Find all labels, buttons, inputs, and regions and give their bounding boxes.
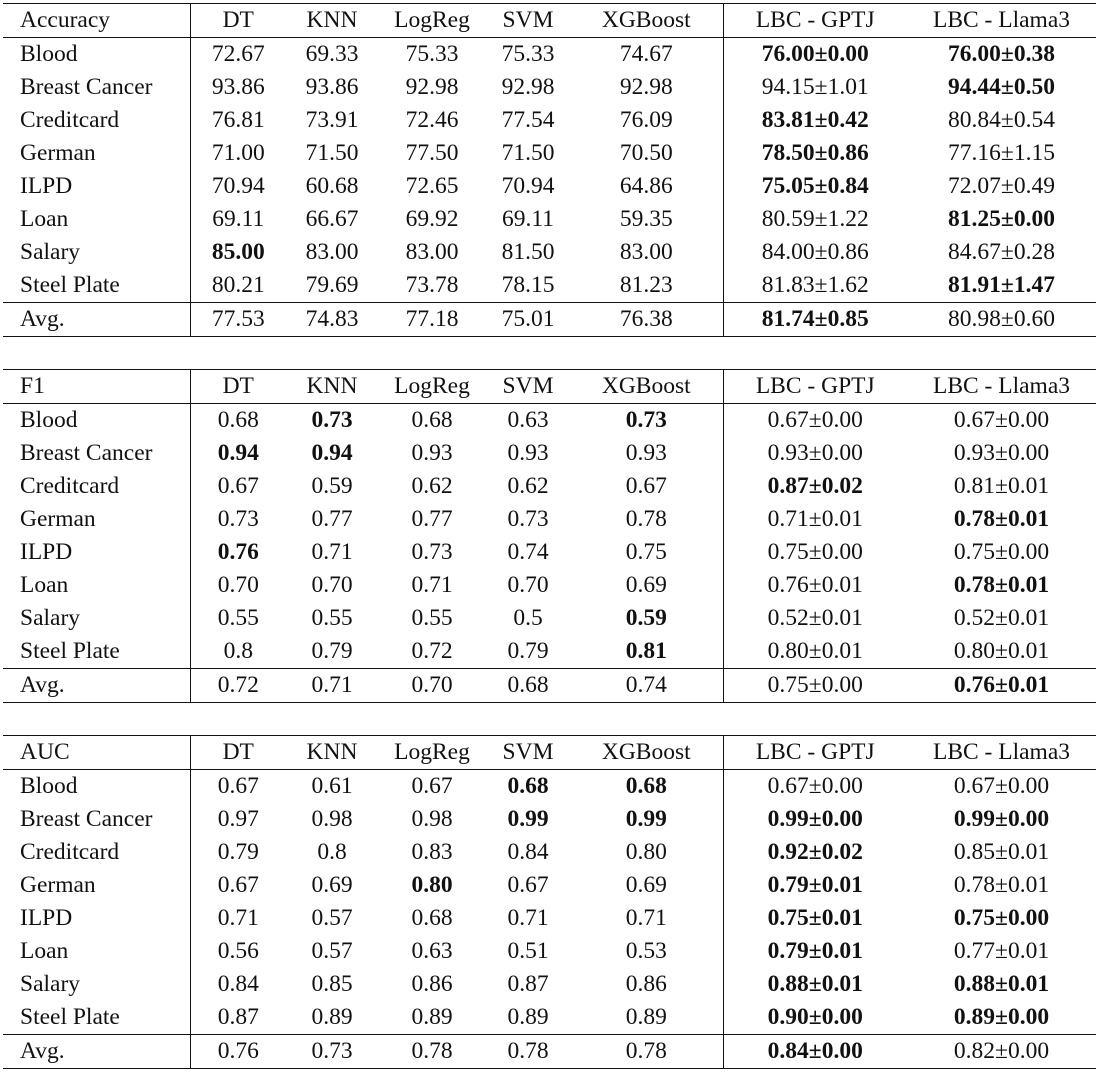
- metric-cell: 0.67: [217, 872, 259, 898]
- metric-cell: 0.76: [217, 1038, 259, 1064]
- metric-cell: 0.71: [570, 902, 723, 935]
- metric-cell: 0.85±0.01: [953, 839, 1050, 865]
- metric-cell: 73.91: [305, 107, 359, 133]
- metric-cell: 76.09: [570, 104, 723, 137]
- metric-cell: 92.98: [501, 74, 555, 100]
- metric-cell: 0.55: [411, 605, 453, 631]
- metric-label: Accuracy: [3, 4, 190, 38]
- metric-cell: 76.38: [570, 303, 723, 337]
- metric-cell: 78.15: [501, 272, 555, 298]
- metric-cell: 0.79: [311, 638, 353, 664]
- metric-cell: 94.15±1.01: [761, 74, 869, 100]
- metric-cell: 92.98: [570, 71, 723, 104]
- metric-cell: 75.33: [501, 41, 555, 67]
- metric-cell: 0.79±0.01: [767, 872, 863, 898]
- dataset-name: ILPD: [3, 902, 190, 935]
- column-header-logreg: LogReg: [394, 373, 470, 399]
- table-row: [3, 203, 1096, 236]
- metric-cell: 77.16±1.15: [948, 140, 1055, 166]
- metric-cell: 0.97: [217, 806, 259, 832]
- metric-cell: 0.59: [311, 473, 353, 499]
- metric-cell: 0.72: [217, 672, 259, 698]
- table-row: [3, 902, 1096, 935]
- metric-cell: 0.86: [570, 968, 723, 1001]
- metric-cell: 0.73: [570, 404, 723, 438]
- column-header-xgboost: XGBoost: [570, 736, 723, 770]
- metric-cell: 80.59±1.22: [761, 206, 869, 232]
- header-row: [3, 370, 1096, 404]
- metric-cell: 71.50: [501, 140, 555, 166]
- metric-cell: 0.89: [507, 1004, 549, 1030]
- metric-cell: 0.93±0.00: [953, 440, 1050, 466]
- column-header-dt: DT: [222, 739, 254, 765]
- metric-cell: 75.05±0.84: [761, 173, 869, 199]
- metric-cell: 77.54: [501, 107, 555, 133]
- table-row: [3, 170, 1096, 203]
- metric-cell: 0.59: [570, 602, 723, 635]
- metric-cell: 0.8: [223, 638, 253, 664]
- dataset-name: Breast Cancer: [3, 437, 190, 470]
- metric-cell: 0.51: [507, 938, 549, 964]
- metric-cell: 0.70: [311, 572, 353, 598]
- metric-cell: 0.73: [217, 506, 259, 532]
- metric-cell: 0.5: [513, 605, 543, 631]
- metric-cell: 75.33: [405, 41, 459, 67]
- metric-cell: 0.52±0.01: [767, 605, 863, 631]
- metric-cell: 0.99: [570, 803, 723, 836]
- table-row: [3, 437, 1096, 470]
- table-row: [3, 404, 1096, 438]
- dataset-name: German: [3, 137, 190, 170]
- metric-cell: 0.63: [507, 407, 549, 433]
- column-header-knn: KNN: [306, 7, 358, 33]
- metric-cell: 0.98: [311, 806, 353, 832]
- metric-cell: 0.67: [217, 773, 259, 799]
- metric-cell: 0.80±0.01: [767, 638, 863, 664]
- metric-cell: 81.50: [501, 239, 555, 265]
- metric-cell: 0.72: [411, 638, 453, 664]
- metric-cell: 0.57: [311, 905, 353, 931]
- metric-cell: 0.89: [411, 1004, 453, 1030]
- metric-cell: 0.67: [570, 470, 723, 503]
- metric-cell: 0.56: [217, 938, 259, 964]
- dataset-name: Steel Plate: [3, 269, 190, 303]
- column-header-xgboost: XGBoost: [570, 4, 723, 38]
- metric-cell: 0.62: [507, 473, 549, 499]
- metric-cell: 0.71: [311, 672, 353, 698]
- column-header-svm: SVM: [502, 7, 554, 33]
- dataset-name: Blood: [3, 404, 190, 438]
- metric-cell: 0.71±0.01: [767, 506, 863, 532]
- column-header-dt: DT: [222, 7, 254, 33]
- metric-cell: 0.75: [570, 536, 723, 569]
- dataset-name: German: [3, 869, 190, 902]
- table-row: [3, 503, 1096, 536]
- metric-cell: 0.68: [411, 905, 453, 931]
- metric-cell: 83.00: [405, 239, 459, 265]
- metric-cell: 83.00: [305, 239, 359, 265]
- table-row: [3, 869, 1096, 902]
- metric-cell: 83.81±0.42: [761, 107, 869, 133]
- metric-cell: 77.50: [405, 140, 459, 166]
- metric-cell: 81.91±1.47: [948, 272, 1055, 298]
- metric-cell: 0.80: [411, 872, 453, 898]
- metric-cell: 0.78±0.01: [953, 506, 1050, 532]
- dataset-name: Loan: [3, 203, 190, 236]
- column-header-lbc-llama3: LBC - Llama3: [932, 373, 1071, 399]
- metric-cell: 76.81: [211, 107, 265, 133]
- metric-cell: 93.86: [211, 74, 265, 100]
- metric-cell: 0.80: [570, 836, 723, 869]
- metric-cell: 0.55: [217, 605, 259, 631]
- metric-cell: 77.53: [211, 306, 265, 332]
- metric-cell: 73.78: [405, 272, 459, 298]
- metric-cell: 0.67±0.00: [767, 407, 863, 433]
- metric-cell: 0.70: [217, 572, 259, 598]
- dataset-name: ILPD: [3, 170, 190, 203]
- metric-cell: 0.88±0.01: [767, 971, 863, 997]
- table-row: [3, 968, 1096, 1001]
- table-row: [3, 803, 1096, 836]
- metric-cell: 85.00: [211, 239, 265, 265]
- metric-cell: 70.94: [501, 173, 555, 199]
- metric-cell: 0.78±0.01: [953, 572, 1050, 598]
- metric-cell: 0.74: [570, 669, 723, 703]
- metric-cell: 69.92: [405, 206, 459, 232]
- metric-cell: 0.67±0.00: [953, 407, 1050, 433]
- metric-cell: 0.79: [507, 638, 549, 664]
- metric-cell: 0.94: [217, 440, 259, 466]
- metric-cell: 84.67±0.28: [948, 239, 1055, 265]
- metric-cell: 0.98: [411, 806, 453, 832]
- table-row: [3, 470, 1096, 503]
- metric-cell: 0.85: [311, 971, 353, 997]
- metric-cell: 0.93: [570, 437, 723, 470]
- metric-cell: 0.79±0.01: [767, 938, 863, 964]
- metric-cell: 74.67: [570, 38, 723, 72]
- metric-cell: 0.89±0.00: [953, 1004, 1050, 1030]
- metric-cell: 76.00±0.38: [948, 41, 1055, 67]
- dataset-name: Breast Cancer: [3, 803, 190, 836]
- metric-cell: 0.76: [217, 539, 259, 565]
- column-header-logreg: LogReg: [394, 7, 470, 33]
- metric-cell: 0.78: [507, 1038, 549, 1064]
- metric-cell: 0.78: [570, 503, 723, 536]
- table-row: [3, 236, 1096, 269]
- metric-cell: 0.81: [570, 635, 723, 669]
- dataset-name: Salary: [3, 236, 190, 269]
- header-row: [3, 4, 1096, 38]
- metric-cell: 0.94: [311, 440, 353, 466]
- metric-cell: 72.07±0.49: [948, 173, 1055, 199]
- metric-cell: 0.62: [411, 473, 453, 499]
- metric-cell: 0.81±0.01: [953, 473, 1050, 499]
- metric-cell: 0.67: [217, 473, 259, 499]
- metric-cell: 0.75±0.00: [767, 539, 863, 565]
- metric-cell: 0.67: [411, 773, 453, 799]
- metric-cell: 0.73: [311, 1038, 353, 1064]
- metric-cell: 0.99±0.00: [767, 806, 863, 832]
- metric-cell: 64.86: [570, 170, 723, 203]
- dataset-name: ILPD: [3, 536, 190, 569]
- metric-cell: 72.65: [405, 173, 459, 199]
- metric-cell: 0.76±0.01: [767, 572, 863, 598]
- table-row: [3, 569, 1096, 602]
- dataset-name: Breast Cancer: [3, 71, 190, 104]
- table-row: [3, 137, 1096, 170]
- dataset-name: Avg.: [3, 669, 190, 703]
- metric-cell: 76.00±0.00: [761, 41, 869, 67]
- metric-cell: 0.87: [507, 971, 549, 997]
- metric-cell: 0.69: [570, 569, 723, 602]
- dataset-name: Steel Plate: [3, 635, 190, 669]
- metric-cell: 0.78: [570, 1035, 723, 1069]
- table-row: [3, 935, 1096, 968]
- dataset-name: German: [3, 503, 190, 536]
- metric-cell: 0.73: [507, 506, 549, 532]
- metric-cell: 70.94: [211, 173, 265, 199]
- metric-cell: 66.67: [305, 206, 359, 232]
- metric-cell: 69.33: [305, 41, 359, 67]
- metric-cell: 71.00: [211, 140, 265, 166]
- metric-cell: 0.73: [411, 539, 453, 565]
- metric-cell: 93.86: [305, 74, 359, 100]
- metric-cell: 69.11: [212, 206, 265, 232]
- metric-cell: 70.50: [570, 137, 723, 170]
- dataset-name: Avg.: [3, 303, 190, 337]
- metric-cell: 79.69: [305, 272, 359, 298]
- metric-cell: 92.98: [405, 74, 459, 100]
- metric-label: F1: [3, 370, 190, 404]
- metric-cell: 0.77±0.01: [953, 938, 1050, 964]
- metric-cell: 72.46: [405, 107, 459, 133]
- metric-cell: 0.61: [311, 773, 353, 799]
- metric-cell: 59.35: [570, 203, 723, 236]
- metric-cell: 81.23: [570, 269, 723, 303]
- metric-cell: 69.11: [501, 206, 554, 232]
- metric-cell: 77.18: [405, 306, 459, 332]
- metric-cell: 0.68: [507, 672, 549, 698]
- column-header-dt: DT: [222, 373, 254, 399]
- column-header-lbc-gptj: LBC - GPTJ: [755, 7, 875, 33]
- table-row: [3, 602, 1096, 635]
- metric-cell: 0.99±0.00: [953, 806, 1050, 832]
- metric-cell: 0.84: [217, 971, 259, 997]
- metric-cell: 0.92±0.02: [767, 839, 863, 865]
- metric-cell: 0.83: [411, 839, 453, 865]
- metric-cell: 0.55: [311, 605, 353, 631]
- metric-cell: 74.83: [305, 306, 359, 332]
- metric-cell: 0.71: [217, 905, 259, 931]
- column-header-lbc-gptj: LBC - GPTJ: [755, 373, 875, 399]
- table-row: [3, 71, 1096, 104]
- metric-cell: 0.89: [311, 1004, 353, 1030]
- accuracy-table: [3, 3, 1096, 337]
- metric-cell: 0.79: [217, 839, 259, 865]
- metric-label: AUC: [3, 736, 190, 770]
- metric-cell: 60.68: [305, 173, 359, 199]
- metric-cell: 0.93: [507, 440, 549, 466]
- dataset-name: Creditcard: [3, 836, 190, 869]
- metric-cell: 0.67: [507, 872, 549, 898]
- metric-cell: 81.25±0.00: [948, 206, 1055, 232]
- metric-cell: 0.87±0.02: [767, 473, 863, 499]
- column-header-knn: KNN: [306, 373, 358, 399]
- metric-cell: 0.77: [411, 506, 453, 532]
- metric-cell: 0.71: [411, 572, 453, 598]
- metric-cell: 0.68: [570, 770, 723, 804]
- f1-table: [3, 369, 1096, 703]
- metric-cell: 0.93±0.00: [767, 440, 863, 466]
- column-header-logreg: LogReg: [394, 739, 470, 765]
- header-row: [3, 736, 1096, 770]
- table-row: [3, 38, 1096, 72]
- dataset-name: Steel Plate: [3, 1001, 190, 1035]
- metric-cell: 75.01: [501, 306, 555, 332]
- dataset-name: Creditcard: [3, 470, 190, 503]
- metric-cell: 0.75±0.00: [767, 672, 863, 698]
- auc-table: [3, 735, 1096, 1069]
- metric-cell: 0.63: [411, 938, 453, 964]
- table-row: [3, 836, 1096, 869]
- metric-cell: 0.87: [217, 1004, 259, 1030]
- column-header-lbc-llama3: LBC - Llama3: [932, 7, 1071, 33]
- metric-cell: 0.89: [570, 1001, 723, 1035]
- table-row: [3, 635, 1096, 669]
- metric-cell: 0.71: [507, 905, 549, 931]
- metric-cell: 94.44±0.50: [948, 74, 1055, 100]
- metric-cell: 0.71: [311, 539, 353, 565]
- dataset-name: Salary: [3, 968, 190, 1001]
- table-row: [3, 770, 1096, 804]
- metric-cell: 0.84±0.00: [767, 1038, 863, 1064]
- metric-cell: 0.69: [311, 872, 353, 898]
- dataset-name: Avg.: [3, 1035, 190, 1069]
- metric-cell: 0.80±0.01: [953, 638, 1050, 664]
- metric-cell: 0.68: [507, 773, 549, 799]
- metric-cell: 0.73: [311, 407, 353, 433]
- dataset-name: Loan: [3, 935, 190, 968]
- column-header-svm: SVM: [502, 373, 554, 399]
- metric-cell: 0.67±0.00: [953, 773, 1050, 799]
- dataset-name: Loan: [3, 569, 190, 602]
- dataset-name: Blood: [3, 770, 190, 804]
- metric-cell: 0.70: [507, 572, 549, 598]
- metric-cell: 0.93: [411, 440, 453, 466]
- metric-cell: 80.84±0.54: [948, 107, 1055, 133]
- dataset-name: Salary: [3, 602, 190, 635]
- table-row: [3, 269, 1096, 303]
- average-row: [3, 303, 1096, 337]
- dataset-name: Creditcard: [3, 104, 190, 137]
- average-row: [3, 669, 1096, 703]
- column-header-lbc-gptj: LBC - GPTJ: [755, 739, 875, 765]
- metric-cell: 0.75±0.01: [767, 905, 863, 931]
- column-header-svm: SVM: [502, 739, 554, 765]
- metric-cell: 0.88±0.01: [953, 971, 1050, 997]
- metric-cell: 78.50±0.86: [761, 140, 869, 166]
- metric-cell: 80.21: [211, 272, 265, 298]
- metric-cell: 0.75±0.00: [953, 905, 1050, 931]
- table-row: [3, 104, 1096, 137]
- metric-cell: 0.82±0.00: [953, 1038, 1050, 1064]
- metric-cell: 0.52±0.01: [953, 605, 1050, 631]
- dataset-name: Blood: [3, 38, 190, 72]
- metric-cell: 0.76±0.01: [953, 672, 1050, 698]
- table-row: [3, 1001, 1096, 1035]
- metric-cell: 80.98±0.60: [948, 306, 1055, 332]
- metric-cell: 0.78±0.01: [953, 872, 1050, 898]
- metric-cell: 0.69: [570, 869, 723, 902]
- metric-cell: 0.53: [570, 935, 723, 968]
- metric-cell: 81.74±0.85: [761, 306, 869, 332]
- column-header-xgboost: XGBoost: [570, 370, 723, 404]
- metric-cell: 0.77: [311, 506, 353, 532]
- metric-cell: 71.50: [305, 140, 359, 166]
- metric-cell: 0.74: [507, 539, 549, 565]
- metric-cell: 0.75±0.00: [953, 539, 1050, 565]
- metric-cell: 83.00: [570, 236, 723, 269]
- metric-cell: 0.68: [411, 407, 453, 433]
- metric-cell: 0.84: [507, 839, 549, 865]
- metric-cell: 0.78: [411, 1038, 453, 1064]
- metric-cell: 0.67±0.00: [767, 773, 863, 799]
- metric-cell: 84.00±0.86: [761, 239, 869, 265]
- average-row: [3, 1035, 1096, 1069]
- metric-cell: 72.67: [211, 41, 265, 67]
- metric-cell: 0.68: [217, 407, 259, 433]
- column-header-knn: KNN: [306, 739, 358, 765]
- metric-cell: 0.90±0.00: [767, 1004, 863, 1030]
- metric-cell: 0.57: [311, 938, 353, 964]
- metric-cell: 0.99: [507, 806, 549, 832]
- metric-cell: 0.70: [411, 672, 453, 698]
- metric-cell: 0.8: [317, 839, 347, 865]
- table-row: [3, 536, 1096, 569]
- column-header-lbc-llama3: LBC - Llama3: [932, 739, 1071, 765]
- metric-cell: 0.86: [411, 971, 453, 997]
- metric-cell: 81.83±1.62: [761, 272, 869, 298]
